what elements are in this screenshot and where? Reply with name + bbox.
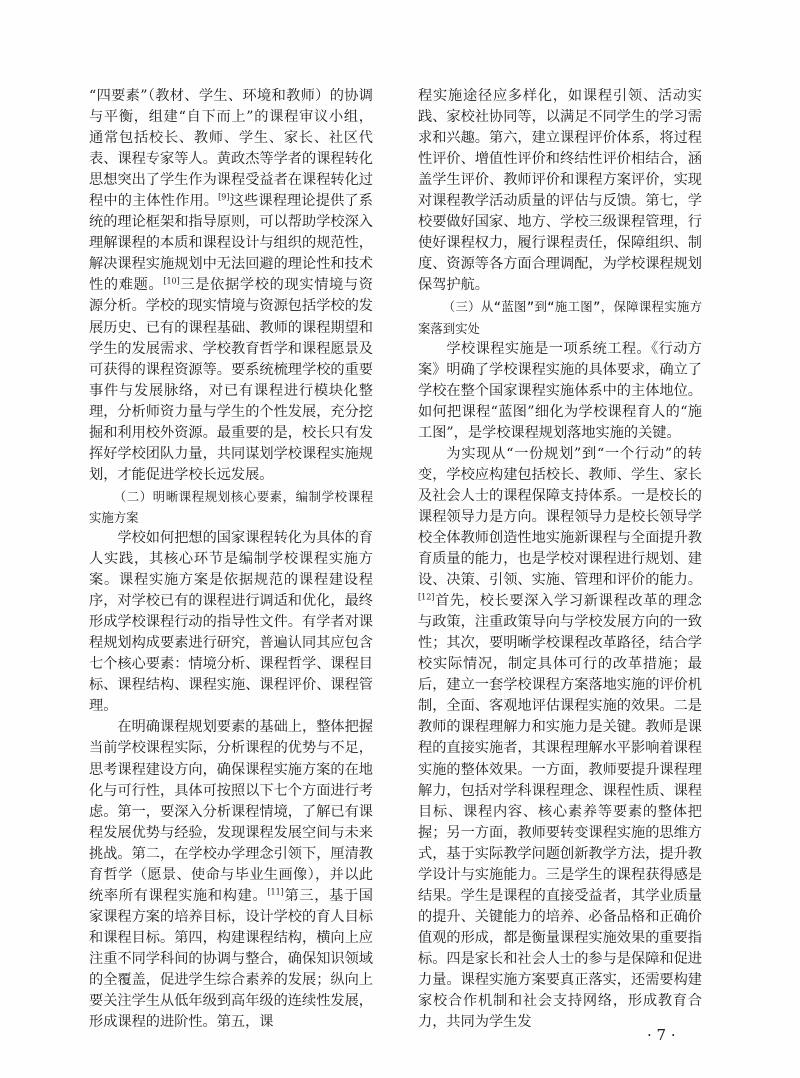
citation-ref: [11]: [267, 887, 284, 897]
paragraph: 学校如何把想的国家课程转化为具体的育人实践，其核心环节是编制学校课程实施方案。课程实施方案是依据规范的课程建设程序，对学校已有的课程进行调适和优化，最终形成学校课程行动的指导性文件。有学者对课程规划构成要素进行研究，普遍认同其应包含七个核心要素：情境分析、课程哲学、课程目标、课程结构、课程实施、课程评价、课程管理。: [89, 529, 373, 715]
citation-ref: [10]: [163, 276, 180, 286]
text: 首先，校长要深入学习新课程改革的理念与政策，注重政策导向与学校发展方向的一致性；其次，要明晰学校课程改革路径，结合学校实际情况，制定具体可行的改革措施；最后，建立一套学校课程方案落地实施的评价机制，全面、客观地评估课程实施的效果。二是教师的课程理解力和实施力是关键。教师是课程的直接实施者，其课程理解水平影响着课程实施的整体效果。一方面，教师要提升课程理解力，包括对学科课程理念、课程性质、课程目标、课程内容、核心素养等要素的整体把握；另一方面，教师要转变课程实施的思维方式，基于实际教学问题创新教学方法，提升教学设计与实施能力。三是学生的课程获得感是结果。学生是课程的直接受益者，其学业质量的提升、关键能力的培养、必备品格和正确价值观的形成，都是衡量课程实施效果的重要指标。四是家长和社会人士的参与是保障和促进力量。课程实施方案要真正落实，还需要构建家校合作机制和社会支持网络，形成教育合力，共同为学生发: [418, 593, 702, 1031]
section-heading: （二）明晰课程规划核心要素，编制学校课程实施方案: [89, 488, 373, 525]
text: “四要素”（教材、学生、环境和教师）的协调与平衡，组建“自下而上”的课程审议小组，通常包括校长、教师、学生、家长、社区代表、课程专家等人。黄政杰等学者的课程转化思想突出了学生作为课程受益者在课程转化过程中的主体性作用。: [89, 88, 373, 210]
text: 第三，基于国家课程方案的培养目标，设计学校的育人目标和课程目标。第四，构建课程结构，横向上应注重不同学科间的协调与整合，确保知识领域的全覆盖，促进学生综合素养的发展；纵向上要关注学生从低年级到高年级的连续性发展，形成课程的进阶性。第五，课: [89, 887, 373, 1031]
paragraph: 学校课程实施是一项系统工程。《行动方案》明确了学校课程实施的具体要求，确立了学校在整个国家课程实施体系中的主体地位。如何把课程“蓝图”细化为学校课程育人的“施工图”，是学校课程规划落地实施的关键。: [418, 340, 702, 441]
text: 这些课程理论提供了系统的理论框架和指导原则，可以帮助学校深入理解课程的本质和课程设计与组织的规范性，解决课程实施规划中无法回避的理论性和技术性的难题。: [89, 193, 373, 294]
page-number: · 7 ·: [647, 1026, 676, 1044]
left-column: [89, 86, 373, 1033]
text: 在明确课程规划要素的基础上，整体把握当前学校课程实际，分析课程的优势与不足，思考课程建设方向，确保课程实施方案的在地化与可行性，具体可按照以下七个方面进行考虑。第一，要深入分析课程情境，了解已有课程发展优势与经验，发现课程发展空间与未来挑战。第二，在学校办学理念引领下，厘清教育哲学（愿景、使命与毕业生画像），并以此统率所有课程实施和构建。: [89, 719, 373, 904]
section-heading: （三）从“蓝图”到“施工图”，保障课程实施方案落到实处: [418, 299, 702, 336]
citation-ref: [12]: [418, 592, 435, 602]
text: 三是依据学校的现实情境与资源分析。学校的现实情境与资源包括学校的发展历史、已有的课程基础、教师的课程期望和学生的发展需求、学校教育哲学和课程愿景及可获得的课程资源等。要系统梳理学校的重要事件与发展脉络，对已有课程进行模块化整理，分析师资力量与学生的个性发展，充分挖掘和利用校外资源。最重要的是，校长只有发挥好学校团队力量，共同谋划学校课程实施规划，才能促进学校长远发展。: [89, 277, 373, 483]
paragraph: 程实施途径应多样化，如课程引领、活动实践、家校社协同等，以满足不同学生的学习需求和兴趣。第六，建立课程评价体系，将过程性评价、增值性评价和终结性评价相结合，涵盖学生评价、教师评价和课程方案评价，实现对课程教学活动质量的评估与反馈。第七，学校要做好国家、地方、学校三级课程管理，行使好课程权力，履行课程责任，保障组织、制度、资源等各方面合理调配，为学校课程规划保驾护航。: [418, 88, 702, 294]
paragraph: [418, 444, 702, 1033]
paragraph: [89, 717, 373, 1033]
paragraph: [89, 86, 373, 486]
text: 为实现从“一份规划”到“一个行动”的转变，学校应构建包括校长、教师、学生、家长及社会人士的课程保障支持体系。一是校长的课程领导力是方向。课程领导力是校长领导学校全体教师创造性地实施新课程与全面提升教育质量的能力，也是学校对课程进行规划、建设、决策、引领、实施、管理和评价的能力。: [418, 445, 702, 589]
citation-ref: [9]: [218, 192, 230, 202]
right-column: [418, 86, 702, 1033]
